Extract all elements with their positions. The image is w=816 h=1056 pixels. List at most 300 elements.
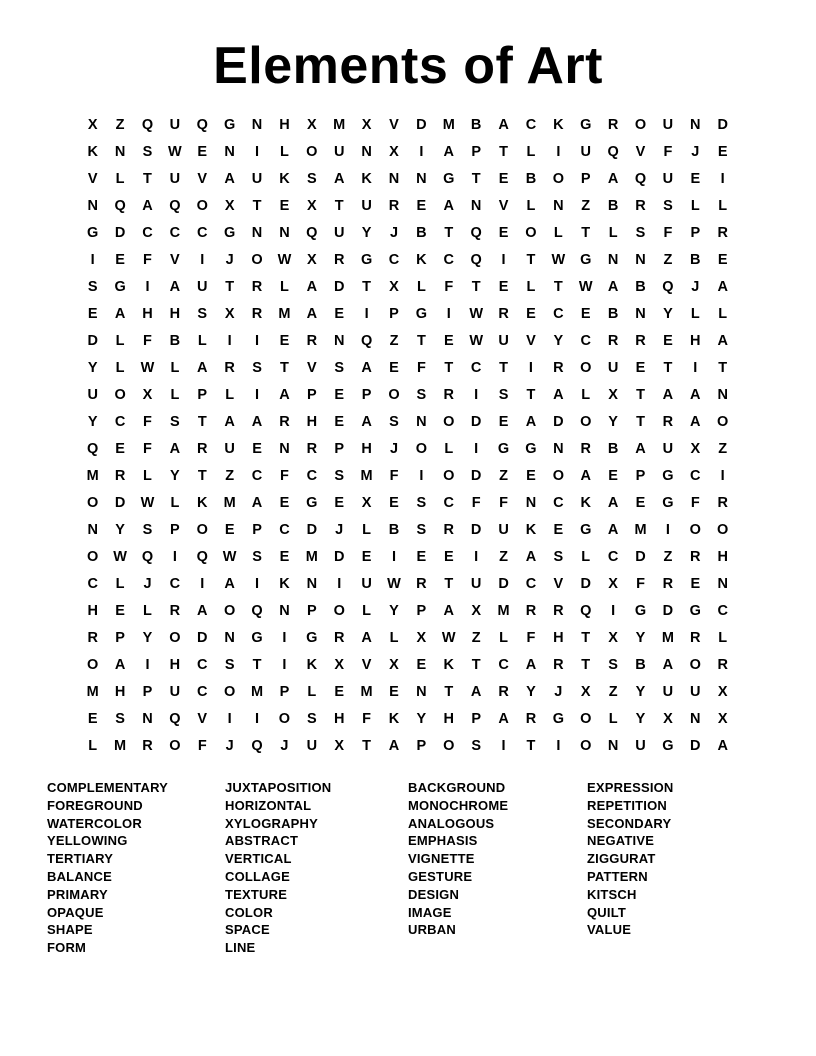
- grid-letter: T: [444, 683, 454, 700]
- grid-letter: S: [197, 305, 208, 322]
- grid-letter: O: [388, 386, 400, 403]
- grid-letter: F: [143, 332, 152, 349]
- grid-letter: U: [580, 143, 591, 160]
- grid-letter: M: [333, 116, 346, 133]
- grid-letter: H: [690, 332, 701, 349]
- grid-letter: T: [197, 413, 207, 430]
- grid-letter: L: [499, 629, 508, 646]
- word-list-item: MONOCHROME: [408, 797, 509, 813]
- grid-letter: R: [662, 575, 674, 592]
- grid-letter: X: [389, 143, 399, 160]
- grid-letter: R: [580, 440, 591, 457]
- grid-letter: W: [469, 332, 483, 349]
- grid-letter: D: [553, 413, 564, 430]
- grid-letter: B: [635, 656, 646, 673]
- grid-letter: C: [197, 224, 208, 241]
- grid-letter: W: [140, 494, 155, 511]
- grid-letter: J: [691, 143, 700, 160]
- grid-letter: A: [635, 440, 646, 457]
- word-list-item: ANALOGOUS: [408, 815, 495, 831]
- grid-letter: R: [717, 224, 728, 241]
- word-list-item: TERTIARY: [47, 851, 114, 867]
- grid-letter: D: [114, 224, 126, 241]
- grid-letter: G: [552, 710, 564, 727]
- grid-letter: W: [469, 305, 483, 322]
- grid-letter: I: [255, 143, 260, 160]
- grid-letter: I: [200, 575, 205, 592]
- grid-letter: E: [334, 305, 345, 322]
- grid-letter: W: [441, 629, 456, 646]
- grid-letter: G: [634, 602, 647, 619]
- grid-letter: L: [170, 359, 180, 376]
- word-list-item: VERTICAL: [225, 851, 292, 867]
- grid-letter: P: [279, 683, 290, 700]
- grid-letter: A: [443, 602, 455, 619]
- grid-letter: N: [361, 143, 372, 160]
- grid-letter: I: [255, 386, 260, 403]
- word-list-item: YELLOWING: [47, 833, 128, 849]
- grid-letter: L: [444, 440, 454, 457]
- grid-letter: R: [690, 548, 701, 565]
- grid-letter: E: [279, 548, 290, 565]
- grid-letter: F: [389, 467, 399, 484]
- grid-letter: R: [525, 602, 537, 619]
- grid-letter: W: [113, 548, 127, 565]
- grid-letter: N: [416, 683, 427, 700]
- grid-letter: N: [114, 143, 126, 160]
- grid-letter: X: [306, 251, 317, 268]
- grid-letter: N: [607, 251, 619, 268]
- grid-letter: S: [416, 521, 427, 538]
- grid-letter: I: [391, 548, 396, 565]
- grid-letter: O: [443, 467, 455, 484]
- grid-letter: F: [362, 710, 372, 727]
- word-list-item: BACKGROUND: [408, 780, 506, 795]
- grid-letter: Y: [663, 305, 673, 322]
- grid-letter: C: [580, 332, 591, 349]
- grid-letter: A: [443, 143, 455, 160]
- grid-letter: X: [87, 116, 98, 133]
- grid-letter: Z: [115, 116, 125, 133]
- grid-letter: A: [498, 116, 509, 133]
- grid-letter: M: [114, 737, 127, 754]
- grid-letter: H: [306, 413, 318, 430]
- grid-letter: I: [145, 278, 150, 295]
- grid-letter: U: [662, 683, 674, 700]
- grid-letter: P: [690, 224, 701, 241]
- word-list-item: EMPHASIS: [408, 833, 478, 849]
- grid-letter: I: [255, 710, 260, 727]
- grid-letter: L: [115, 170, 125, 187]
- grid-letter: O: [278, 710, 291, 727]
- grid-letter: C: [470, 359, 482, 376]
- grid-letter: H: [169, 656, 181, 673]
- grid-letter: O: [415, 440, 428, 457]
- grid-letter: K: [279, 170, 290, 187]
- grid-letter: B: [416, 224, 427, 241]
- grid-letter: C: [279, 521, 290, 538]
- grid-letter: P: [416, 602, 427, 619]
- grid-letter: V: [389, 116, 399, 133]
- grid-letter: J: [389, 224, 399, 241]
- grid-letter: A: [114, 656, 126, 673]
- grid-letter: L: [143, 467, 152, 484]
- grid-letter: J: [691, 278, 700, 295]
- grid-letter: G: [525, 440, 537, 457]
- grid-letter: G: [497, 440, 510, 457]
- grid-letter: R: [114, 467, 126, 484]
- grid-letter: Z: [581, 197, 591, 214]
- grid-letter: L: [280, 143, 289, 160]
- grid-letter: I: [556, 143, 561, 160]
- grid-letter: D: [635, 548, 646, 565]
- grid-letter: L: [362, 521, 372, 538]
- grid-letter: L: [526, 143, 536, 160]
- grid-letter: K: [443, 656, 455, 673]
- grid-letter: T: [718, 359, 728, 376]
- grid-letter: G: [87, 224, 99, 241]
- grid-letter: F: [143, 251, 152, 268]
- grid-letter: M: [360, 683, 373, 700]
- word-list-column-1: [47, 779, 168, 957]
- grid-letter: A: [333, 170, 345, 187]
- grid-letter: R: [553, 359, 564, 376]
- grid-letter: K: [279, 575, 290, 592]
- grid-letter: E: [224, 521, 235, 538]
- grid-letter: J: [389, 440, 399, 457]
- word-list-item: ABSTRACT: [225, 833, 299, 849]
- grid-letter: Q: [141, 548, 154, 565]
- grid-letter: E: [717, 143, 728, 160]
- grid-letter: E: [389, 683, 399, 700]
- grid-letter: C: [525, 116, 537, 133]
- grid-letter: S: [306, 170, 317, 187]
- grid-letter: K: [416, 251, 427, 268]
- grid-letter: F: [197, 737, 207, 754]
- grid-letter: Z: [499, 467, 508, 484]
- grid-letter: W: [168, 143, 182, 160]
- grid-letter: X: [361, 116, 372, 133]
- grid-letter: S: [334, 359, 345, 376]
- grid-letter: C: [169, 575, 181, 592]
- grid-letter: R: [333, 251, 345, 268]
- grid-letter: S: [252, 548, 262, 565]
- grid-letter: Y: [87, 359, 98, 376]
- grid-letter: I: [611, 602, 616, 619]
- grid-letter: T: [636, 386, 645, 403]
- word-list-item: VALUE: [587, 922, 632, 938]
- grid-letter: R: [662, 413, 674, 430]
- grid-letter: E: [115, 602, 125, 619]
- grid-letter: F: [526, 629, 536, 646]
- grid-letter: X: [663, 710, 673, 727]
- grid-letter: Y: [608, 413, 618, 430]
- grid-letter: U: [333, 143, 345, 160]
- grid-letter: C: [717, 602, 728, 619]
- grid-letter: L: [115, 332, 125, 349]
- word-list-item: XYLOGRAPHY: [225, 815, 319, 831]
- grid-letter: R: [498, 305, 509, 322]
- grid-letter: E: [334, 683, 345, 700]
- grid-letter: E: [416, 656, 427, 673]
- grid-letter: U: [662, 440, 674, 457]
- grid-letter: N: [553, 440, 564, 457]
- grid-letter: L: [526, 197, 536, 214]
- grid-letter: U: [361, 575, 372, 592]
- grid-letter: T: [143, 170, 152, 187]
- grid-letter: H: [361, 440, 372, 457]
- word-list-item: KITSCH: [587, 886, 637, 902]
- grid-letter: G: [580, 251, 592, 268]
- grid-letter: L: [225, 386, 235, 403]
- grid-letter: E: [526, 305, 536, 322]
- grid-letter: B: [607, 305, 619, 322]
- grid-letter: O: [169, 629, 181, 646]
- grid-letter: L: [416, 278, 426, 295]
- grid-letter: I: [200, 251, 205, 268]
- grid-letter: F: [636, 575, 645, 592]
- grid-letter: R: [717, 494, 728, 511]
- grid-letter: I: [282, 629, 287, 646]
- grid-letter: Y: [87, 413, 98, 430]
- grid-letter: W: [551, 251, 566, 268]
- grid-letter: X: [416, 629, 427, 646]
- grid-letter: J: [225, 737, 234, 754]
- grid-letter: X: [608, 629, 618, 646]
- grid-letter: N: [553, 197, 564, 214]
- grid-letter: E: [87, 305, 98, 322]
- grid-letter: D: [333, 548, 345, 565]
- grid-letter: S: [252, 359, 262, 376]
- grid-letter: U: [607, 359, 619, 376]
- word-list-item: WATERCOLOR: [47, 815, 142, 831]
- grid-letter: A: [361, 629, 372, 646]
- grid-letter: A: [361, 413, 372, 430]
- grid-letter: Z: [663, 251, 673, 268]
- grid-letter: Y: [635, 629, 646, 646]
- grid-letter: Z: [471, 629, 481, 646]
- grid-letter: T: [581, 224, 591, 241]
- grid-letter: W: [387, 575, 401, 592]
- grid-letter: Z: [225, 467, 235, 484]
- grid-letter: R: [635, 197, 646, 214]
- grid-letter: A: [580, 467, 591, 484]
- grid-letter: D: [470, 413, 482, 430]
- grid-letter: Q: [360, 332, 373, 349]
- grid-letter: Y: [635, 683, 646, 700]
- grid-letter: E: [115, 251, 125, 268]
- grid-letter: Q: [306, 224, 318, 241]
- grid-letter: E: [416, 548, 427, 565]
- grid-letter: U: [87, 386, 98, 403]
- grid-letter: C: [443, 251, 455, 268]
- grid-letter: R: [142, 737, 153, 754]
- grid-letter: X: [717, 683, 728, 700]
- grid-letter: L: [718, 305, 728, 322]
- grid-letter: B: [169, 332, 181, 349]
- puzzle-title: Elements of Art: [213, 37, 603, 95]
- grid-letter: T: [526, 386, 536, 403]
- grid-letter: D: [306, 521, 318, 538]
- grid-letter: Q: [196, 548, 208, 565]
- grid-letter: O: [580, 359, 592, 376]
- grid-letter: J: [280, 737, 289, 754]
- grid-letter: O: [224, 602, 236, 619]
- grid-letter: A: [717, 332, 728, 349]
- grid-letter: T: [471, 170, 481, 187]
- grid-letter: A: [197, 359, 208, 376]
- grid-letter: C: [388, 251, 400, 268]
- grid-letter: F: [280, 467, 289, 484]
- grid-letter: J: [143, 575, 152, 592]
- grid-letter: L: [197, 332, 207, 349]
- grid-letter: N: [279, 224, 290, 241]
- grid-letter: T: [526, 737, 536, 754]
- grid-letter: U: [169, 170, 181, 187]
- grid-letter: Q: [141, 116, 154, 133]
- grid-letter: V: [498, 197, 509, 214]
- grid-letter: S: [663, 197, 673, 214]
- grid-letter: T: [581, 629, 591, 646]
- grid-letter: B: [525, 170, 537, 187]
- grid-letter: E: [252, 440, 262, 457]
- grid-letter: C: [87, 575, 98, 592]
- word-list-item: NEGATIVE: [587, 833, 655, 849]
- word-list-item: BALANCE: [47, 868, 112, 884]
- grid-letter: H: [87, 602, 98, 619]
- grid-letter: A: [224, 170, 235, 187]
- grid-letter: X: [361, 494, 372, 511]
- grid-letter: P: [471, 710, 481, 727]
- grid-letter: N: [279, 602, 290, 619]
- grid-letter: Q: [580, 602, 592, 619]
- grid-letter: D: [580, 575, 591, 592]
- grid-letter: F: [416, 359, 426, 376]
- grid-letter: O: [224, 683, 236, 700]
- grid-letter: O: [443, 737, 455, 754]
- grid-letter: O: [169, 737, 181, 754]
- grid-letter: E: [498, 170, 509, 187]
- grid-letter: E: [608, 467, 618, 484]
- grid-letter: A: [169, 440, 181, 457]
- grid-letter: R: [443, 521, 455, 538]
- grid-letter: S: [142, 521, 153, 538]
- grid-letter: C: [690, 467, 701, 484]
- grid-letter: O: [87, 656, 99, 673]
- grid-letter: V: [306, 359, 317, 376]
- grid-letter: I: [446, 305, 451, 322]
- grid-letter: I: [501, 251, 506, 268]
- grid-letter: U: [361, 197, 372, 214]
- grid-letter: T: [197, 467, 207, 484]
- grid-letter: W: [277, 251, 292, 268]
- grid-letter: F: [143, 440, 152, 457]
- grid-letter: O: [717, 521, 729, 538]
- grid-letter: W: [578, 278, 593, 295]
- grid-letter: N: [690, 710, 701, 727]
- grid-letter: M: [250, 683, 264, 700]
- grid-letter: I: [227, 332, 232, 349]
- grid-letter: A: [470, 683, 482, 700]
- grid-letter: V: [553, 575, 564, 592]
- grid-letter: E: [443, 548, 454, 565]
- grid-letter: C: [553, 305, 564, 322]
- grid-letter: A: [525, 656, 537, 673]
- grid-letter: Z: [499, 548, 508, 565]
- grid-letter: B: [388, 521, 400, 538]
- grid-letter: A: [279, 386, 290, 403]
- grid-letter: L: [280, 278, 289, 295]
- grid-letter: G: [689, 602, 701, 619]
- word-list-item: IMAGE: [408, 904, 452, 920]
- word-list-item: DESIGN: [408, 886, 460, 902]
- grid-letter: V: [361, 656, 372, 673]
- grid-letter: A: [553, 386, 564, 403]
- grid-letter: L: [143, 602, 152, 619]
- word-list-item: COLLAGE: [225, 868, 290, 884]
- grid-letter: R: [607, 116, 619, 133]
- grid-letter: U: [251, 170, 263, 187]
- grid-letter: K: [580, 494, 591, 511]
- grid-letter: P: [416, 737, 427, 754]
- grid-letter: U: [169, 683, 181, 700]
- grid-letter: K: [306, 656, 318, 673]
- grid-letter: A: [306, 278, 318, 295]
- grid-letter: L: [608, 710, 618, 727]
- grid-letter: S: [635, 224, 646, 241]
- grid-letter: Q: [196, 116, 208, 133]
- grid-letter: O: [580, 710, 592, 727]
- grid-letter: R: [525, 710, 537, 727]
- grid-letter: G: [224, 116, 236, 133]
- grid-letter: U: [662, 170, 674, 187]
- grid-letter: O: [689, 521, 701, 538]
- grid-letter: R: [306, 332, 318, 349]
- grid-letter: C: [114, 413, 126, 430]
- grid-letter: A: [251, 413, 263, 430]
- grid-letter: Q: [169, 197, 181, 214]
- grid-letter: E: [334, 386, 345, 403]
- grid-letter: E: [635, 494, 646, 511]
- grid-letter: Z: [663, 548, 673, 565]
- grid-letter: D: [470, 521, 482, 538]
- grid-letter: A: [717, 737, 728, 754]
- grid-letter: V: [197, 170, 208, 187]
- grid-letter: P: [635, 467, 646, 484]
- grid-letter: T: [581, 656, 591, 673]
- grid-letter: Z: [608, 683, 618, 700]
- grid-letter: T: [252, 656, 262, 673]
- grid-letter: H: [114, 683, 126, 700]
- grid-letter: M: [634, 521, 647, 538]
- grid-letter: R: [553, 656, 564, 673]
- grid-letter: T: [334, 197, 344, 214]
- grid-letter: I: [720, 467, 725, 484]
- grid-letter: X: [717, 710, 728, 727]
- grid-letter: H: [169, 305, 181, 322]
- grid-letter: O: [634, 116, 647, 133]
- grid-letter: I: [282, 656, 287, 673]
- word-list-item: PATTERN: [587, 868, 648, 884]
- grid-letter: D: [333, 278, 345, 295]
- word-list-item: EXPRESSION: [587, 780, 674, 795]
- grid-letter: R: [443, 386, 455, 403]
- grid-letter: E: [443, 332, 454, 349]
- grid-letter: H: [142, 305, 153, 322]
- grid-letter: A: [662, 386, 674, 403]
- grid-letter: G: [580, 521, 592, 538]
- grid-letter: W: [140, 359, 155, 376]
